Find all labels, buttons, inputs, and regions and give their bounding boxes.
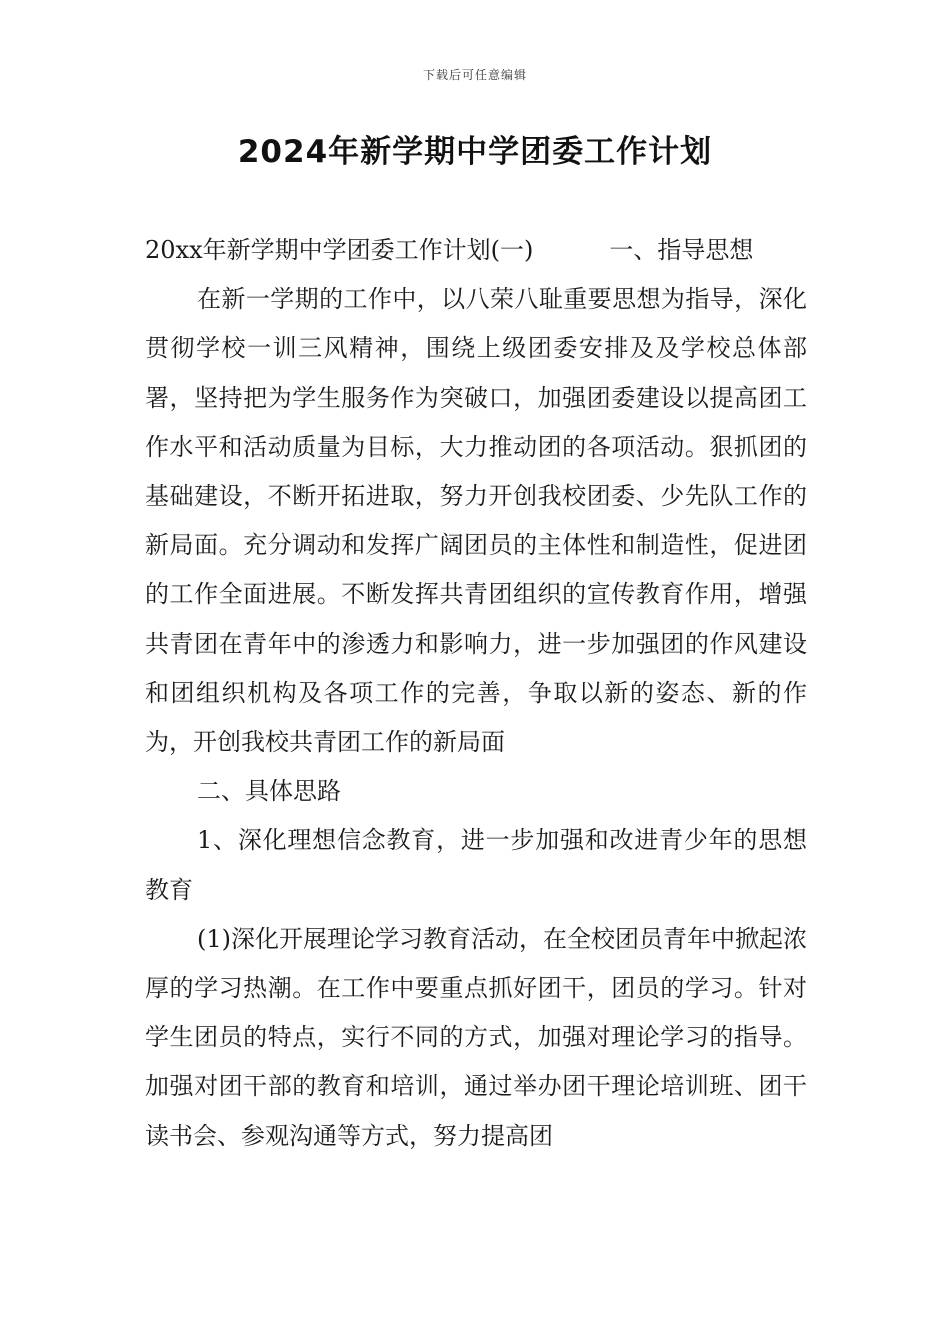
document-title: 2024年新学期中学团委工作计划 [237,134,713,170]
document-body [145,226,807,1161]
section-heading-specific-ideas: 二、具体思路 [197,777,341,806]
section-heading-guiding-ideology: 一、指导思想 [609,236,754,264]
header-note: 下载后可任意编辑 [422,68,527,82]
paragraph-guiding-ideology: 在新一学期的工作中，以八荣八耻重要思想为指导，深化贯彻学校一训三风精神，围绕上级团委安排及及学校总体部署，坚持把为学生服务作为突破口，加强团委建设以提高团工作水平和活动质量为目标，大力推动团的各项活动。狠抓团的基础建设，不断开拓进取，努力开创我校团委、少先队工作的新局面。充分调动和发挥广阔团员的主体性和制造性，促进团的工作全面进展。不断发挥共青团组织的宣传教育作用，增强共青团在青年中的渗透力和影响力，进一步加强团的作风建设和团组织机构及各项工作的完善，争取以新的姿态、新的作为，开创我校共青团工作的新局面 [145,285,807,757]
document-subtitle: 20xx年新学期中学团委工作计划(一) [145,236,534,264]
paragraph-ideals-education: 1、深化理想信念教育，进一步加强和改进青少年的思想教育 [145,826,807,904]
paragraph-theory-study: (1)深化开展理论学习教育活动，在全校团员青年中掀起浓厚的学习热潮。在工作中要重点抓好团干，团员的学习。针对学生团员的特点，实行不同的方式，加强对理论学习的指导。加强对团干部的教育和培训，通过举办团干理论培训班、团干读书会、参观沟通等方式，努力提高团 [145,924,807,1150]
subtitle-line [145,226,807,275]
